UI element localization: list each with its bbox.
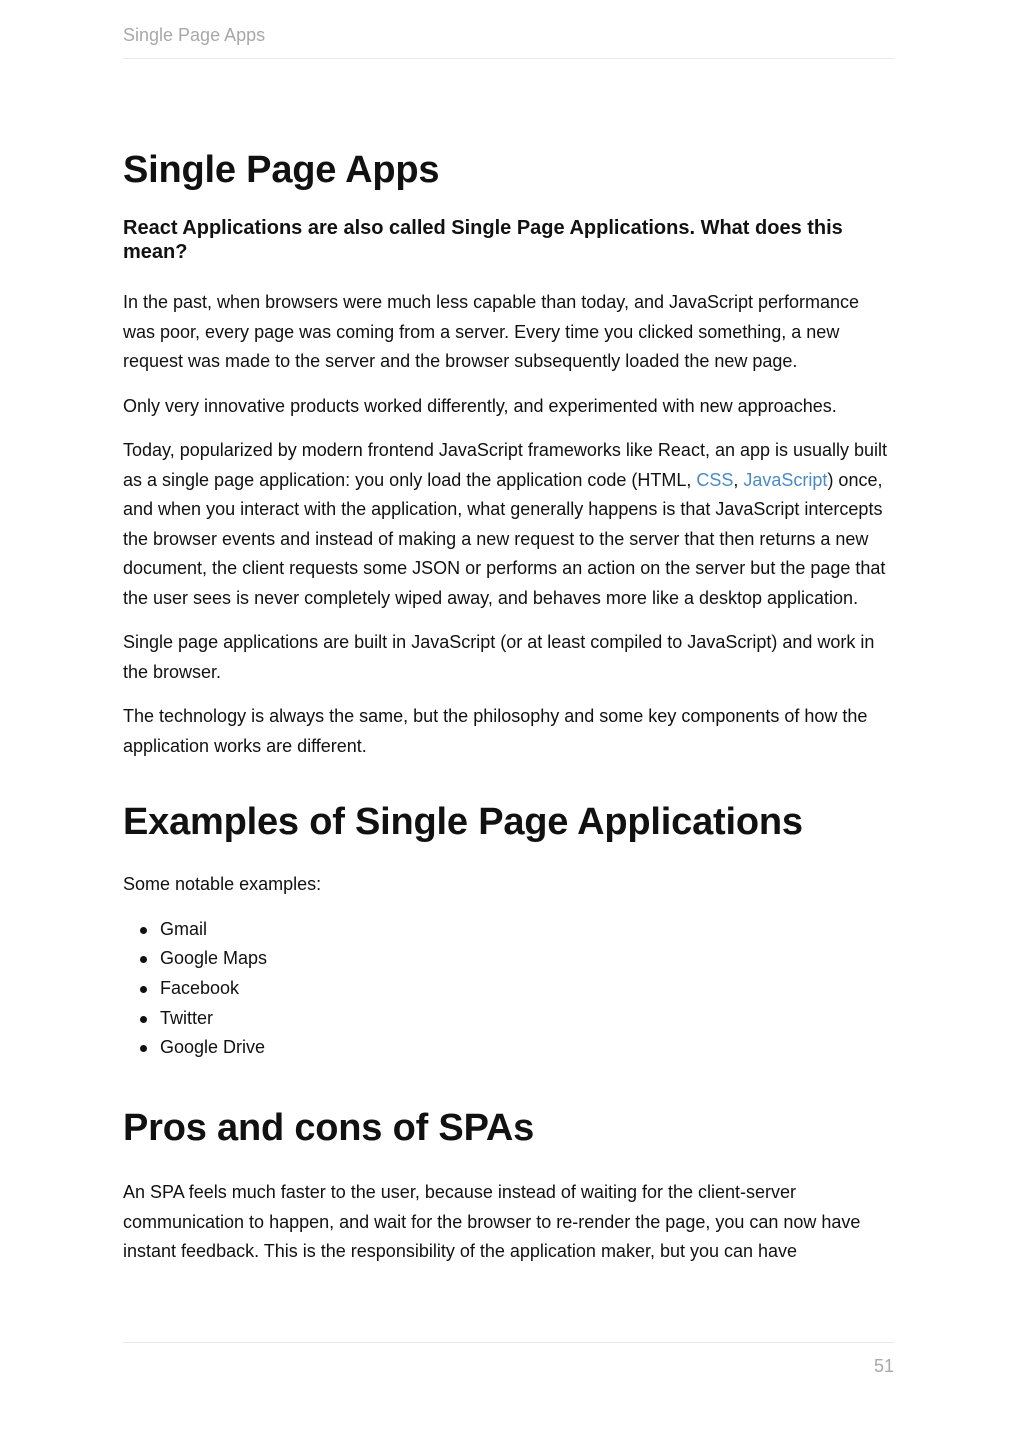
paragraph-technology: The technology is always the same, but the philosophy and some key components of how the application works are different. — [123, 706, 868, 756]
page-footer — [123, 1342, 894, 1377]
section-heading-pros-cons: Pros and cons of SPAs — [123, 1107, 535, 1150]
examples-list — [123, 915, 894, 1064]
javascript-link[interactable]: JavaScript — [743, 469, 828, 490]
paragraph-built-in-js: Single page applications are built in JavaScript (or at least compiled to JavaScript) and work in the browser. — [123, 632, 875, 682]
text: , — [733, 469, 744, 490]
list-item: Facebook — [160, 974, 894, 1004]
running-title: Single Page Apps — [123, 25, 266, 45]
page-title: Single Page Apps — [123, 149, 440, 191]
list-item: Twitter — [160, 1004, 894, 1034]
page-header — [123, 22, 894, 59]
paragraph-today — [123, 436, 894, 613]
text: ) once, and when you interact with the application, what generally happens is that JavaScript intercepts the browser events and instead of making a new request to the server that then returns a new document, the client requests some JSON or performs an action on the server but the page that the user sees is never completely wiped away, and behaves more like a desktop application. — [123, 469, 886, 608]
list-item: Google Drive — [160, 1033, 894, 1063]
list-item: Gmail — [160, 915, 894, 945]
list-item: Google Maps — [160, 944, 894, 974]
paragraph-spa-faster: An SPA feels much faster to the user, because instead of waiting for the client-server communication to happen, and wait for the browser to re-render the page, you can now have instant feedback. This is the responsibility of the application maker, but you can have — [123, 1182, 861, 1262]
text: Today, popularized by modern frontend JavaScript frameworks like React, an app is usually built as a single page application: you only load the application code (HTML, — [123, 440, 888, 490]
paragraph-innovative: Only very innovative products worked differently, and experimented with new approaches. — [123, 395, 837, 416]
section-heading-examples: Examples of Single Page Applications — [123, 801, 803, 843]
paragraph-history: In the past, when browsers were much less capable than today, and JavaScript performance was poor, every page was coming from a server. Every time you clicked something, a new request was made to the server and the browser subsequently loaded the new page. — [123, 292, 860, 371]
lead-question: React Applications are also called Single Page Applications. What does this mean? — [123, 217, 843, 263]
examples-intro: Some notable examples: — [123, 874, 322, 894]
document-body — [123, 140, 894, 1282]
page-number: 51 — [873, 1356, 894, 1376]
css-link[interactable]: CSS — [696, 469, 734, 490]
